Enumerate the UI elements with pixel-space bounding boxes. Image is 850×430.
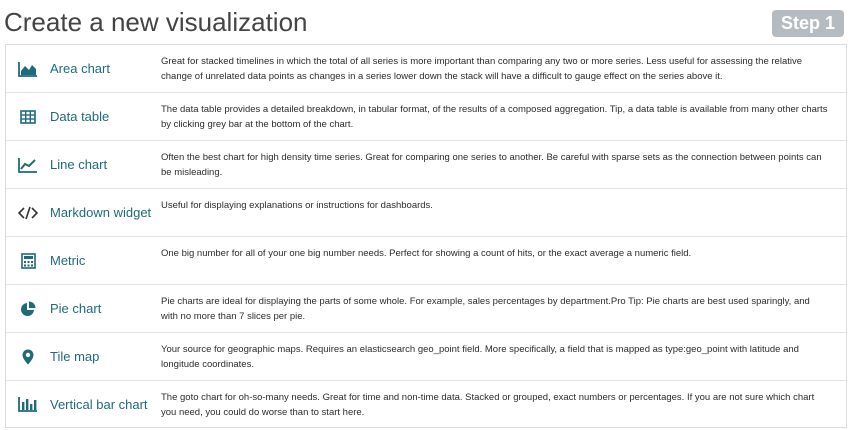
- pie-chart-icon: [17, 300, 39, 318]
- option-description: Great for stacked timelines in which the total of all series is more important than comparing any two or more series. Less useful for assessing the relative change of unrelated data points as changes in a series lower down the stack will have a difficult to gauge effect on the series above it.: [161, 56, 803, 82]
- step-badge: Step 1: [772, 10, 844, 37]
- option-label[interactable]: Metric: [50, 253, 86, 268]
- option-name-cell[interactable]: [6, 285, 161, 332]
- code-icon: [17, 204, 39, 222]
- option-description: The goto chart for oh-so-many needs. Great for time and non-time data. Stacked or grouped, exact numbers or percentages. If you are not sure which chart you need, you could do worse than to start here.: [161, 392, 815, 418]
- calculator-icon: [17, 252, 39, 270]
- line-chart-icon: [17, 156, 39, 174]
- option-name-cell[interactable]: [6, 93, 161, 140]
- map-marker-icon: [17, 348, 39, 366]
- option-label[interactable]: Area chart: [50, 61, 110, 76]
- option-label[interactable]: Tile map: [50, 349, 100, 364]
- visualization-option-line-chart[interactable]: [6, 141, 846, 189]
- option-label[interactable]: Line chart: [50, 157, 108, 172]
- page-header: [0, 0, 850, 44]
- option-name-cell[interactable]: [6, 45, 161, 92]
- option-label[interactable]: Vertical bar chart: [50, 396, 148, 412]
- option-description: Pie charts are ideal for displaying the parts of some whole. For example, sales percentages by department.Pro Tip: Pie charts are best used sparingly, and with no more than 7 slices per pie.: [161, 296, 810, 322]
- visualization-type-list: [5, 44, 847, 428]
- option-label[interactable]: Markdown widget: [50, 205, 152, 220]
- visualization-option-area-chart[interactable]: [6, 45, 846, 93]
- table-icon: [17, 108, 39, 126]
- visualization-option-data-table[interactable]: [6, 93, 846, 141]
- option-description: One big number for all of your one big number needs. Perfect for showing a count of hits, or the exact average a numeric field.: [161, 248, 692, 259]
- option-label[interactable]: Pie chart: [50, 301, 102, 316]
- visualization-option-vertical-bar-chart[interactable]: [6, 381, 846, 427]
- visualization-option-tile-map[interactable]: [6, 333, 846, 381]
- visualization-option-markdown-widget[interactable]: [6, 189, 846, 237]
- option-name-cell[interactable]: [6, 189, 161, 236]
- option-description: Often the best chart for high density time series. Great for comparing one series to another. Be careful with sparse sets as the connection between points can be misleading.: [161, 152, 822, 178]
- option-description: The data table provides a detailed breakdown, in tabular format, of the results of a composed aggregation. Tip, a data table is available from many other charts by clicking grey bar at the bottom of the chart.: [161, 104, 828, 130]
- option-description: Your source for geographic maps. Requires an elasticsearch geo_point field. More specifically, a field that is mapped as type:geo_point with latitude and longitude coordinates.: [161, 344, 799, 370]
- option-name-cell[interactable]: [6, 381, 161, 427]
- option-name-cell[interactable]: [6, 141, 161, 188]
- visualization-option-pie-chart[interactable]: [6, 285, 846, 333]
- option-label[interactable]: Data table: [50, 109, 110, 124]
- option-name-cell[interactable]: [6, 237, 161, 284]
- option-description: Useful for displaying explanations or instructions for dashboards.: [161, 200, 433, 211]
- area-chart-icon: [17, 60, 39, 78]
- bar-chart-icon: [17, 395, 39, 413]
- visualization-option-metric[interactable]: [6, 237, 846, 285]
- page-title: Create a new visualization: [4, 7, 308, 37]
- option-name-cell[interactable]: [6, 333, 161, 380]
